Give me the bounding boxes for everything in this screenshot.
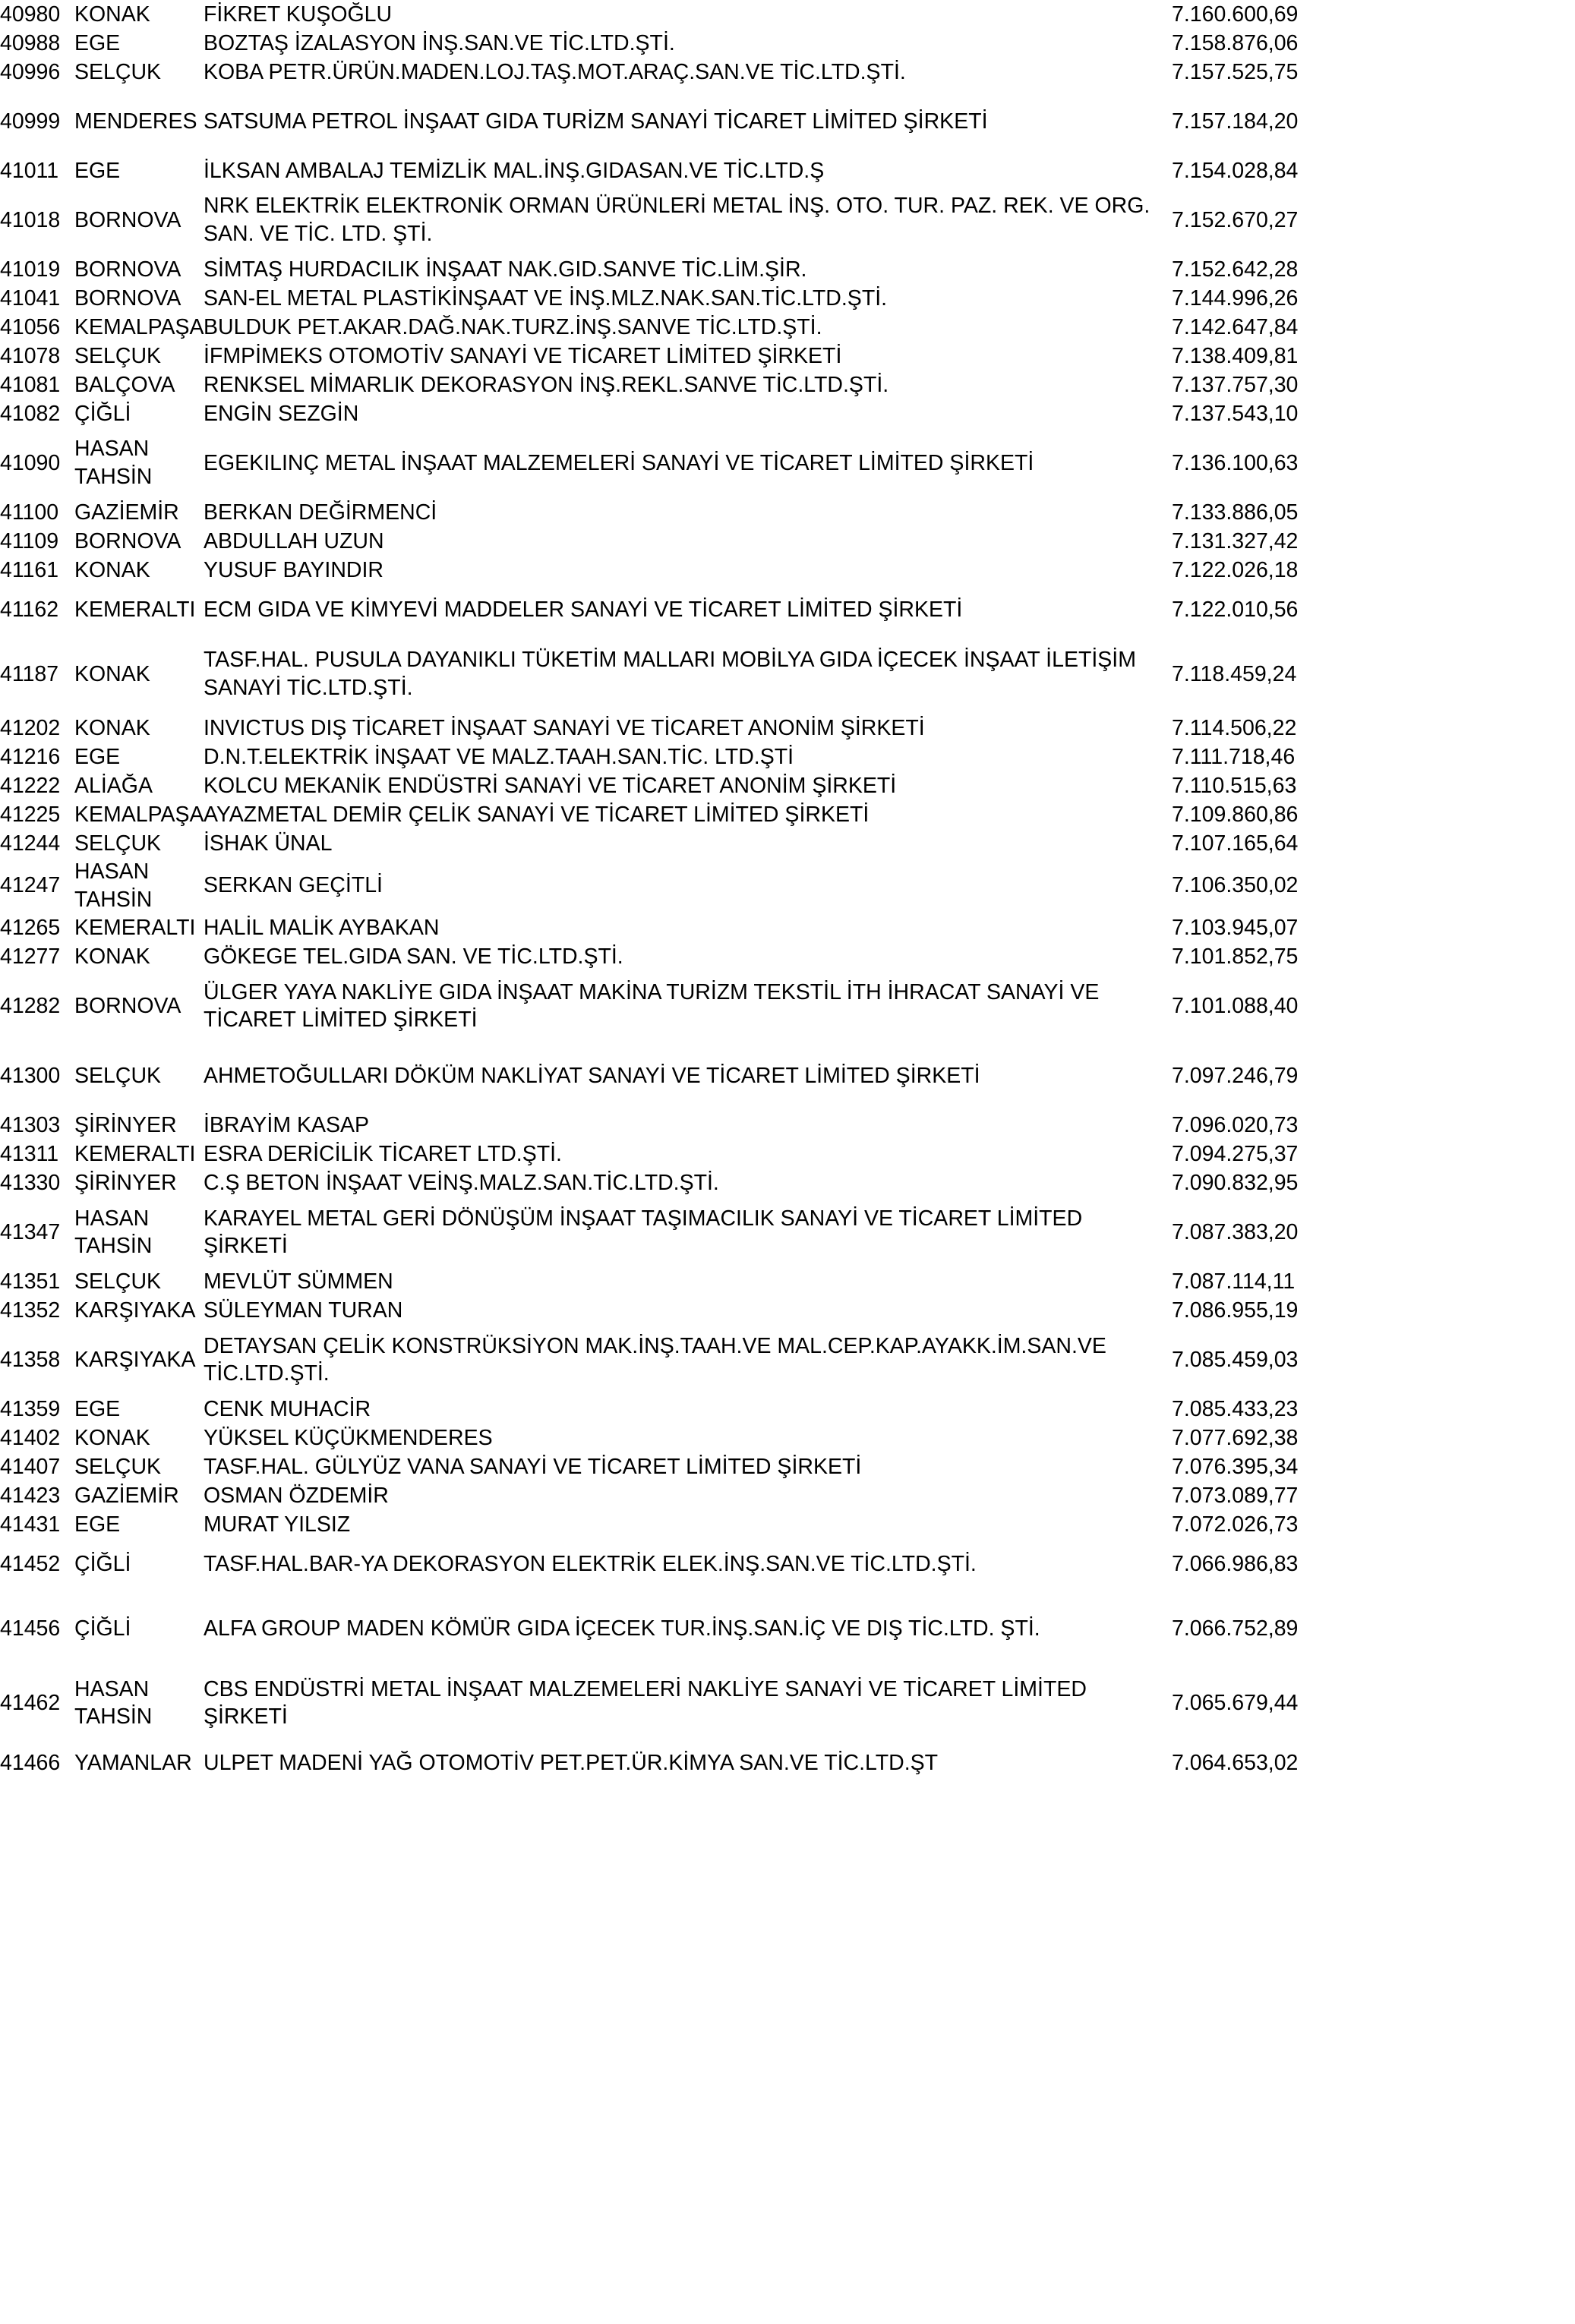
row-taxpayer-name: OSMAN ÖZDEMİR — [204, 1483, 389, 1508]
row-tax-office: KONAK — [74, 715, 150, 740]
row-sequence-number: 41041 — [0, 285, 61, 311]
row-debt-amount: 7.101.852,75 — [1172, 944, 1299, 969]
row-tax-office: KONAK — [74, 944, 150, 969]
row-tax-office: KEMALPAŞA — [74, 314, 204, 339]
row-sequence-number: 41352 — [0, 1298, 61, 1323]
row-debt-amount: 7.133.886,05 — [1172, 500, 1299, 525]
row-tax-office: YAMANLAR — [74, 1750, 192, 1775]
row-sequence-number: 41402 — [0, 1425, 61, 1450]
row-tax-office: KEMERALTI — [74, 915, 196, 940]
row-sequence-number: 41358 — [0, 1347, 61, 1372]
row-sequence-number: 41216 — [0, 744, 61, 769]
row-debt-amount: 7.109.860,86 — [1172, 802, 1299, 827]
row-sequence-number: 41462 — [0, 1690, 61, 1715]
row-taxpayer-name: MEVLÜT SÜMMEN — [204, 1269, 393, 1294]
table-row — [0, 428, 1575, 498]
row-debt-amount: 7.157.184,20 — [1172, 109, 1299, 134]
row-sequence-number: 40996 — [0, 59, 61, 84]
row-taxpayer-name: KOLCU MEKANİK ENDÜSTRİ SANAYİ VE TİCARET ANONİM ŞİRKETİ — [204, 773, 897, 798]
table-row — [0, 829, 1575, 858]
row-tax-office: KEMERALTI — [74, 1141, 196, 1166]
row-tax-office: SELÇUK — [74, 343, 162, 368]
table-row — [0, 1140, 1575, 1168]
row-debt-amount: 7.152.670,27 — [1172, 207, 1299, 232]
row-sequence-number: 41277 — [0, 944, 61, 969]
row-taxpayer-name: KOBA PETR.ÜRÜN.MADEN.LOJ.TAŞ.MOT.ARAÇ.SAN.VE TİC.LTD.ŞTİ. — [204, 59, 906, 84]
row-sequence-number: 41456 — [0, 1616, 61, 1641]
row-tax-office: BORNOVA — [74, 528, 181, 553]
table-row — [0, 971, 1575, 1041]
row-sequence-number: 41222 — [0, 773, 61, 798]
table-row — [0, 255, 1575, 284]
row-tax-office: ÇİĞLİ — [74, 1551, 131, 1576]
table-row — [0, 585, 1575, 635]
row-debt-amount: 7.137.757,30 — [1172, 372, 1299, 397]
row-sequence-number: 41078 — [0, 343, 61, 368]
row-debt-amount: 7.072.026,73 — [1172, 1512, 1299, 1537]
row-debt-amount: 7.158.876,06 — [1172, 30, 1299, 55]
row-debt-amount: 7.111.718,46 — [1172, 744, 1296, 769]
row-debt-amount: 7.103.945,07 — [1172, 915, 1299, 940]
table-row — [0, 284, 1575, 313]
table-row — [0, 527, 1575, 556]
row-tax-office: ŞİRİNYER — [74, 1112, 177, 1137]
row-tax-office: BORNOVA — [74, 285, 181, 311]
row-taxpayer-name: KARAYEL METAL GERİ DÖNÜŞÜM İNŞAAT TAŞIMACILIK SANAYİ VE TİCARET LİMİTED ŞİRKETİ — [204, 1206, 1083, 1259]
row-sequence-number: 41407 — [0, 1454, 61, 1479]
table-row — [0, 399, 1575, 428]
row-sequence-number: 41161 — [0, 557, 59, 582]
row-sequence-number: 41311 — [0, 1141, 59, 1166]
row-debt-amount: 7.106.350,02 — [1172, 873, 1299, 898]
row-tax-office: SELÇUK — [74, 1454, 162, 1479]
row-taxpayer-name: ÜLGER YAYA NAKLİYE GIDA İNŞAAT MAKİNA TURİZM TEKSTİL İTH İHRACAT SANAYİ VE TİCARET LİMİTED ŞİRKETİ — [204, 979, 1100, 1033]
row-debt-amount: 7.122.010,56 — [1172, 597, 1299, 622]
row-tax-office: ALİAĞA — [74, 773, 153, 798]
row-sequence-number: 41466 — [0, 1750, 61, 1775]
row-debt-amount: 7.090.832,95 — [1172, 1170, 1299, 1195]
row-taxpayer-name: BULDUK PET.AKAR.DAĞ.NAK.TURZ.İNŞ.SANVE TİC.LTD.ŞTİ. — [204, 314, 822, 339]
row-tax-office: BALÇOVA — [74, 372, 175, 397]
row-taxpayer-name: İLKSAN AMBALAJ TEMİZLİK MAL.İNŞ.GIDASAN.VE TİC.LTD.Ş — [204, 158, 825, 183]
row-taxpayer-name: D.N.T.ELEKTRİK İNŞAAT VE MALZ.TAAH.SAN.TİC. LTD.ŞTİ — [204, 744, 794, 769]
row-sequence-number: 40999 — [0, 109, 61, 134]
table-row — [0, 1424, 1575, 1452]
row-sequence-number: 41247 — [0, 873, 61, 898]
table-row — [0, 342, 1575, 371]
row-sequence-number: 41244 — [0, 831, 61, 856]
row-sequence-number: 41347 — [0, 1219, 61, 1244]
row-tax-office: EGE — [74, 1512, 121, 1537]
row-sequence-number: 41452 — [0, 1551, 61, 1576]
row-sequence-number: 41351 — [0, 1269, 61, 1294]
table-row — [0, 1168, 1575, 1197]
table-row — [0, 58, 1575, 87]
row-tax-office: HASAN TAHSİN — [74, 1676, 153, 1730]
row-debt-amount: 7.076.395,34 — [1172, 1454, 1299, 1479]
table-row — [0, 371, 1575, 399]
row-tax-office: BORNOVA — [74, 257, 181, 282]
row-tax-office: EGE — [74, 30, 121, 55]
row-taxpayer-name: BOZTAŞ İZALASYON İNŞ.SAN.VE TİC.LTD.ŞTİ. — [204, 30, 675, 55]
row-taxpayer-name: İBRAYİM KASAP — [204, 1112, 370, 1137]
table-row — [0, 1668, 1575, 1738]
row-tax-office: SELÇUK — [74, 1063, 162, 1088]
row-sequence-number: 41187 — [0, 661, 59, 686]
row-tax-office: BORNOVA — [74, 993, 181, 1018]
row-sequence-number: 41265 — [0, 915, 61, 940]
row-sequence-number: 41011 — [0, 158, 59, 183]
row-sequence-number: 41056 — [0, 314, 61, 339]
table-row — [0, 1589, 1575, 1668]
row-taxpayer-name: ECM GIDA VE KİMYEVİ MADDELER SANAYİ VE TİCARET LİMİTED ŞİRKETİ — [204, 597, 963, 622]
row-debt-amount: 7.154.028,84 — [1172, 158, 1299, 183]
table-row — [0, 1296, 1575, 1325]
table-row — [0, 1041, 1575, 1111]
table-row — [0, 556, 1575, 585]
row-sequence-number: 41303 — [0, 1112, 61, 1137]
row-taxpayer-name: DETAYSAN ÇELİK KONSTRÜKSİYON MAK.İNŞ.TAAH.VE MAL.CEP.KAP.AYAKK.İM.SAN.VE TİC.LTD.ŞTİ. — [204, 1333, 1106, 1386]
row-tax-office: HASAN TAHSİN — [74, 859, 153, 912]
table-row — [0, 87, 1575, 156]
row-taxpayer-name: SAN-EL METAL PLASTİKİNŞAAT VE İNŞ.MLZ.NAK.SAN.TİC.LTD.ŞTİ. — [204, 285, 888, 311]
row-debt-amount: 7.073.089,77 — [1172, 1483, 1299, 1508]
row-tax-office: ŞİRİNYER — [74, 1170, 177, 1195]
table-row — [0, 1539, 1575, 1589]
row-debt-amount: 7.085.459,03 — [1172, 1347, 1299, 1372]
row-debt-amount: 7.137.543,10 — [1172, 401, 1299, 426]
row-tax-office: KARŞIYAKA — [74, 1347, 196, 1372]
table-row — [0, 1452, 1575, 1481]
row-tax-office: BORNOVA — [74, 207, 181, 232]
row-taxpayer-name: ABDULLAH UZUN — [204, 528, 384, 553]
row-taxpayer-name: TASF.HAL. PUSULA DAYANIKLI TÜKETİM MALLARI MOBİLYA GIDA İÇECEK İNŞAAT İLETİŞİM SANAYİ TİC.LTD.ŞTİ. — [204, 648, 1136, 700]
row-tax-office: KONAK — [74, 1425, 150, 1450]
row-debt-amount: 7.118.459,24 — [1172, 661, 1297, 686]
row-tax-office: SELÇUK — [74, 1269, 162, 1294]
row-sequence-number: 41431 — [0, 1512, 61, 1537]
row-tax-office: GAZİEMİR — [74, 1483, 179, 1508]
row-taxpayer-name: AYAZMETAL DEMİR ÇELİK SANAYİ VE TİCARET LİMİTED ŞİRKETİ — [204, 802, 870, 827]
row-tax-office: EGE — [74, 158, 121, 183]
row-sequence-number: 41330 — [0, 1170, 61, 1195]
row-sequence-number: 40980 — [0, 2, 61, 27]
row-tax-office: SELÇUK — [74, 831, 162, 856]
row-debt-amount: 7.065.679,44 — [1172, 1690, 1299, 1715]
row-taxpayer-name: MURAT YILSIZ — [204, 1512, 351, 1537]
row-debt-amount: 7.096.020,73 — [1172, 1112, 1299, 1137]
table-row — [0, 1738, 1575, 1788]
row-debt-amount: 7.077.692,38 — [1172, 1425, 1299, 1450]
row-debt-amount: 7.142.647,84 — [1172, 314, 1299, 339]
row-sequence-number: 41081 — [0, 372, 61, 397]
row-taxpayer-name: NRK ELEKTRİK ELEKTRONİK ORMAN ÜRÜNLERİ METAL İNŞ. OTO. TUR. PAZ. REK. VE ORG. SAN. VE TİC. LTD. ŞTİ. — [204, 194, 1150, 246]
table-row — [0, 1395, 1575, 1424]
row-taxpayer-name: AHMETOĞULLARI DÖKÜM NAKLİYAT SANAYİ VE TİCARET LİMİTED ŞİRKETİ — [204, 1063, 980, 1088]
row-tax-office: EGE — [74, 1396, 121, 1421]
table-row — [0, 1267, 1575, 1296]
row-tax-office: ÇİĞLİ — [74, 1616, 131, 1641]
table-row — [0, 942, 1575, 971]
row-debt-amount: 7.138.409,81 — [1172, 343, 1299, 368]
row-taxpayer-name: SİMTAŞ HURDACILIK İNŞAAT NAK.GID.SANVE TİC.LİM.ŞİR. — [204, 257, 807, 282]
row-taxpayer-name: ENGİN SEZGİN — [204, 401, 359, 426]
table-row — [0, 1197, 1575, 1267]
row-taxpayer-name: INVICTUS DIŞ TİCARET İNŞAAT SANAYİ VE TİCARET ANONİM ŞİRKETİ — [204, 715, 925, 740]
row-tax-office: SELÇUK — [74, 59, 162, 84]
table-row — [0, 771, 1575, 800]
row-sequence-number: 41100 — [0, 500, 59, 525]
row-taxpayer-name: CBS ENDÜSTRİ METAL İNŞAAT MALZEMELERİ NAKLİYE SANAYİ VE TİCARET LİMİTED ŞİRKETİ — [204, 1676, 1087, 1730]
table-row — [0, 714, 1575, 743]
row-debt-amount: 7.086.955,19 — [1172, 1298, 1299, 1323]
row-taxpayer-name: İSHAK ÜNAL — [204, 831, 333, 856]
row-debt-amount: 7.144.996,26 — [1172, 285, 1299, 311]
row-taxpayer-name: CENK MUHACİR — [204, 1396, 371, 1421]
row-debt-amount: 7.087.114,11 — [1172, 1269, 1296, 1294]
row-taxpayer-name: SÜLEYMAN TURAN — [204, 1298, 403, 1323]
table-row — [0, 743, 1575, 771]
table-row — [0, 1510, 1575, 1539]
table-row — [0, 29, 1575, 58]
row-debt-amount: 7.152.642,28 — [1172, 257, 1299, 282]
row-debt-amount: 7.066.986,83 — [1172, 1551, 1299, 1576]
row-debt-amount: 7.110.515,63 — [1172, 773, 1297, 798]
row-taxpayer-name: YÜKSEL KÜÇÜKMENDERES — [204, 1425, 493, 1450]
row-tax-office: EGE — [74, 744, 121, 769]
row-debt-amount: 7.097.246,79 — [1172, 1063, 1299, 1088]
table-row — [0, 913, 1575, 942]
row-taxpayer-name: HALİL MALİK AYBAKAN — [204, 915, 440, 940]
row-sequence-number: 41082 — [0, 401, 61, 426]
table-row — [0, 313, 1575, 342]
row-taxpayer-name: ESRA DERİCİLİK TİCARET LTD.ŞTİ. — [204, 1141, 562, 1166]
row-debt-amount: 7.064.653,02 — [1172, 1750, 1299, 1775]
row-debt-amount: 7.087.383,20 — [1172, 1219, 1299, 1244]
table-row — [0, 156, 1575, 185]
row-tax-office: MENDERES — [74, 109, 197, 134]
row-sequence-number: 41300 — [0, 1063, 61, 1088]
row-debt-amount: 7.094.275,37 — [1172, 1141, 1299, 1166]
row-debt-amount: 7.160.600,69 — [1172, 2, 1299, 27]
table-row — [0, 0, 1575, 29]
row-tax-office: HASAN TAHSİN — [74, 1206, 153, 1259]
row-taxpayer-name: YUSUF BAYINDIR — [204, 557, 384, 582]
row-debt-amount: 7.101.088,40 — [1172, 993, 1299, 1018]
row-taxpayer-name: RENKSEL MİMARLIK DEKORASYON İNŞ.REKL.SANVE TİC.LTD.ŞTİ. — [204, 372, 889, 397]
table-row — [0, 635, 1575, 714]
row-sequence-number: 41090 — [0, 450, 61, 475]
row-debt-amount: 7.122.026,18 — [1172, 557, 1299, 582]
row-taxpayer-name: ALFA GROUP MADEN KÖMÜR GIDA İÇECEK TUR.İNŞ.SAN.İÇ VE DIŞ TİC.LTD. ŞTİ. — [204, 1616, 1040, 1641]
row-tax-office: KONAK — [74, 2, 150, 27]
row-taxpayer-name: BERKAN DEĞİRMENCİ — [204, 500, 437, 525]
row-debt-amount: 7.066.752,89 — [1172, 1616, 1299, 1641]
row-sequence-number: 41019 — [0, 257, 61, 282]
row-debt-amount: 7.114.506,22 — [1172, 715, 1297, 740]
table-row — [0, 1111, 1575, 1140]
row-taxpayer-name: SATSUMA PETROL İNŞAAT GIDA TURİZM SANAYİ TİCARET LİMİTED ŞİRKETİ — [204, 109, 988, 134]
row-sequence-number: 41423 — [0, 1483, 61, 1508]
row-sequence-number: 41359 — [0, 1396, 61, 1421]
row-tax-office: KONAK — [74, 661, 150, 686]
row-taxpayer-name: İFMPİMEKS OTOMOTİV SANAYİ VE TİCARET LİMİTED ŞİRKETİ — [204, 343, 842, 368]
row-tax-office: ÇİĞLİ — [74, 401, 131, 426]
row-taxpayer-name: SERKAN GEÇİTLİ — [204, 873, 383, 898]
row-taxpayer-name: EGEKILINÇ METAL İNŞAAT MALZEMELERİ SANAYİ VE TİCARET LİMİTED ŞİRKETİ — [204, 450, 1034, 475]
row-tax-office: KONAK — [74, 557, 150, 582]
row-debt-amount: 7.107.165,64 — [1172, 831, 1299, 856]
row-tax-office: HASAN TAHSİN — [74, 437, 153, 489]
row-debt-amount: 7.157.525,75 — [1172, 59, 1299, 84]
row-debt-amount: 7.085.433,23 — [1172, 1396, 1299, 1421]
table-row — [0, 185, 1575, 255]
row-sequence-number: 41225 — [0, 802, 61, 827]
row-tax-office: KEMALPAŞA — [74, 802, 204, 827]
row-sequence-number: 41202 — [0, 715, 61, 740]
row-taxpayer-name: FİKRET KUŞOĞLU — [204, 2, 393, 27]
row-debt-amount: 7.136.100,63 — [1172, 450, 1299, 475]
row-taxpayer-name: TASF.HAL. GÜLYÜZ VANA SANAYİ VE TİCARET LİMİTED ŞİRKETİ — [204, 1454, 862, 1479]
table-row — [0, 858, 1575, 913]
row-sequence-number: 40988 — [0, 30, 61, 55]
table-row — [0, 1325, 1575, 1395]
row-sequence-number: 41282 — [0, 993, 61, 1018]
row-tax-office: GAZİEMİR — [74, 500, 179, 525]
table-row — [0, 800, 1575, 829]
table-row — [0, 498, 1575, 527]
row-sequence-number: 41109 — [0, 528, 59, 553]
row-sequence-number: 41018 — [0, 207, 61, 232]
row-tax-office: KARŞIYAKA — [74, 1298, 196, 1323]
row-taxpayer-name: C.Ş BETON İNŞAAT VEİNŞ.MALZ.SAN.TİC.LTD.ŞTİ. — [204, 1170, 719, 1195]
row-tax-office: KEMERALTI — [74, 597, 196, 622]
row-sequence-number: 41162 — [0, 597, 59, 622]
table-row — [0, 1481, 1575, 1510]
row-taxpayer-name: ULPET MADENİ YAĞ OTOMOTİV PET.PET.ÜR.KİMYA SAN.VE TİC.LTD.ŞT — [204, 1750, 939, 1775]
row-debt-amount: 7.131.327,42 — [1172, 528, 1299, 553]
row-taxpayer-name: GÖKEGE TEL.GIDA SAN. VE TİC.LTD.ŞTİ. — [204, 944, 623, 969]
row-taxpayer-name: TASF.HAL.BAR-YA DEKORASYON ELEKTRİK ELEK.İNŞ.SAN.VE TİC.LTD.ŞTİ. — [204, 1551, 977, 1576]
